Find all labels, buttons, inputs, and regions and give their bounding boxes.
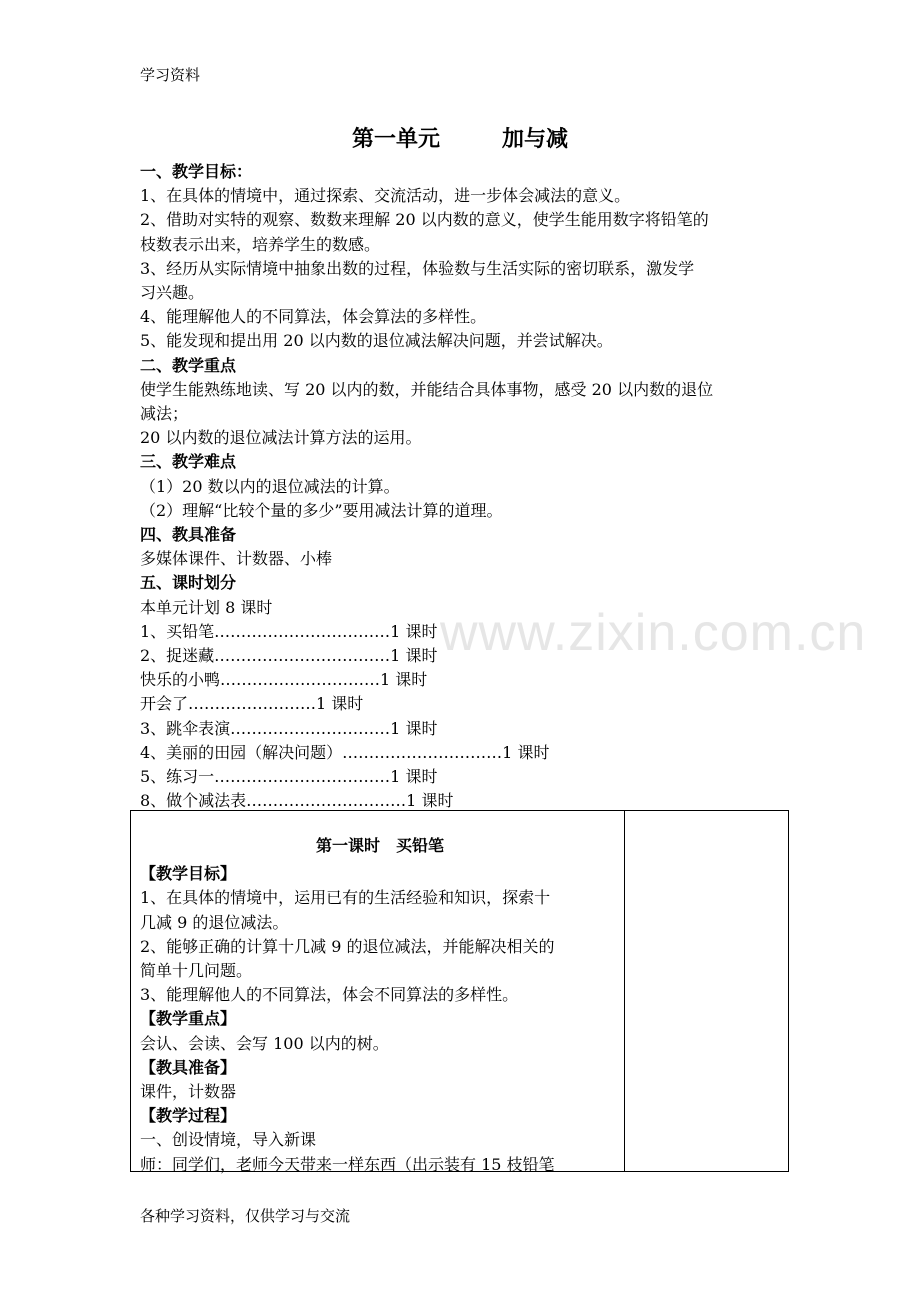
- title-unit: 第一单元: [351, 126, 440, 152]
- text-line: 减法；: [140, 404, 189, 424]
- text-line: 1、买铅笔……………………………1 课时: [140, 621, 438, 641]
- text-line: 会认、会读、会写 100 以内的树。: [140, 1033, 389, 1053]
- lesson-body: [140, 862, 620, 1177]
- text-line: 一、创设情境，导入新课: [140, 1130, 317, 1150]
- text-line: 4、能理解他人的不同算法，体会算法的多样性。: [140, 307, 487, 327]
- text-line: 枝数表示出来，培养学生的数感。: [140, 234, 381, 254]
- text-line: 师：同学们，老师今天带来一样东西（出示装有 15 枝铅笔: [140, 1154, 555, 1174]
- text-line: 使学生能熟练地读、写 20 以内的数，并能结合具体事物，感受 20 以内数的退位: [140, 379, 714, 399]
- watermark: www.zixin.com.cn: [440, 604, 867, 662]
- section-heading: 【教学重点】: [140, 1009, 237, 1029]
- text-line: 2、捉迷藏……………………………1 课时: [140, 646, 438, 666]
- text-line: 1、在具体的情境中，运用已有的生活经验和知识，探索十: [140, 888, 551, 908]
- section-heading: 【教学目标】: [140, 864, 237, 884]
- section-heading: 五、课时划分: [140, 573, 237, 593]
- text-line: 4、美丽的田园（解决问题）…………………………1 课时: [140, 742, 550, 762]
- section-heading: 【教具准备】: [140, 1057, 237, 1077]
- text-line: 3、能理解他人的不同算法，体会不同算法的多样性。: [140, 985, 519, 1005]
- section-heading: 四、教具准备: [140, 525, 237, 545]
- section-heading: 一、教学目标：: [140, 162, 253, 181]
- text-line: 简单十几问题。: [140, 961, 253, 981]
- document-body: [140, 160, 790, 813]
- text-line: 习兴趣。: [140, 283, 205, 303]
- text-line: 几减 9 的退位减法。: [140, 912, 289, 932]
- table-divider: [624, 810, 625, 1172]
- section-heading: 【教学过程】: [140, 1106, 237, 1126]
- page-footer: 各种学习资料，仅供学习与交流: [140, 1207, 351, 1225]
- text-line: 开会了……………………1 课时: [140, 694, 364, 714]
- page-header: 学习资料: [140, 66, 201, 84]
- lesson-cell: [140, 834, 620, 1177]
- title-topic: 加与减: [502, 126, 569, 152]
- text-line: 多媒体课件、计数器、小棒: [140, 549, 333, 569]
- text-line: 1、在具体的情境中，通过探索、交流活动，进一步体会减法的意义。: [140, 186, 631, 206]
- text-line: 5、练习一……………………………1 课时: [140, 767, 438, 787]
- text-line: 8、做个减法表…………………………1 课时: [140, 791, 454, 811]
- lesson-title: 第一课时 买铅笔: [315, 836, 444, 855]
- text-line: （2）理解“比较个量的多少”要用减法计算的道理。: [140, 500, 503, 520]
- text-line: 3、跳伞表演…………………………1 课时: [140, 718, 438, 738]
- text-line: 5、能发现和提出用 20 以内数的退位减法解决问题，并尝试解决。: [140, 331, 613, 351]
- section-heading: 三、教学难点: [140, 452, 237, 472]
- text-line: 课件，计数器: [140, 1082, 237, 1102]
- document-title: [0, 122, 920, 153]
- section-heading: 二、教学重点: [140, 355, 237, 375]
- text-line: 2、能够正确的计算十几减 9 的退位减法，并能解决相关的: [140, 936, 555, 956]
- text-line: （1）20 数以内的退位减法的计算。: [140, 476, 400, 496]
- text-line: 20 以内数的退位减法计算方法的运用。: [140, 428, 422, 448]
- text-line: 3、经历从实际情境中抽象出数的过程，体验数与生活实际的密切联系，激发学: [140, 258, 695, 278]
- text-line: 快乐的小鸭…………………………1 课时: [140, 670, 428, 690]
- text-line: 2、借助对实特的观察、数数来理解 20 以内数的意义，使学生能用数字将铅笔的: [140, 210, 709, 230]
- text-line: 本单元计划 8 课时: [140, 597, 273, 617]
